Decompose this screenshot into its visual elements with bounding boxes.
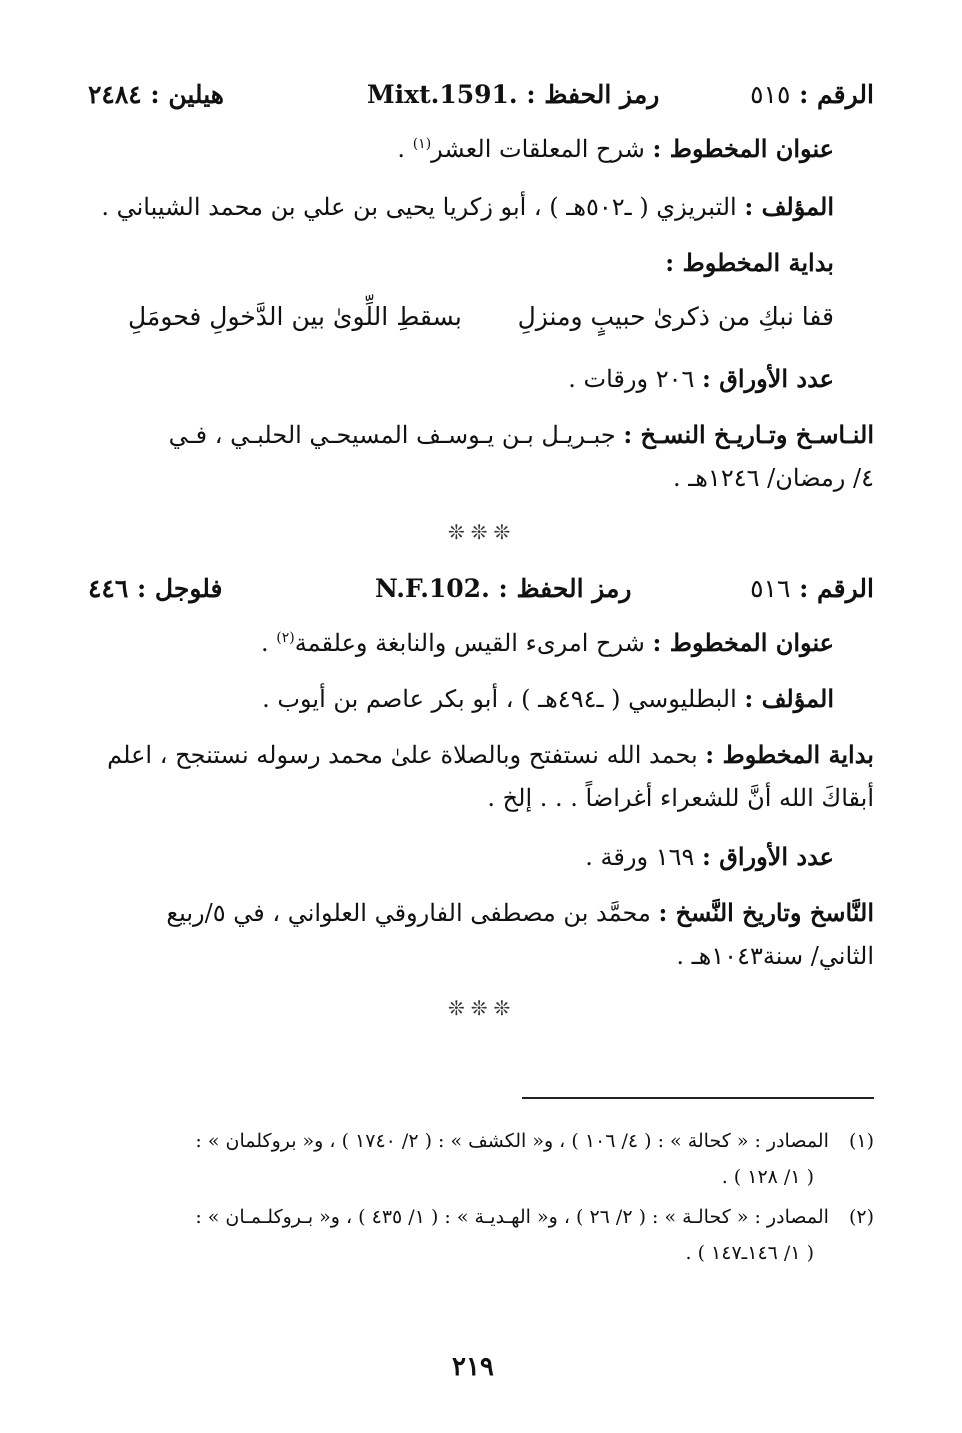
copyist-value: محمَّد بن مصطفى الفاروقي العلواني ، في ٥/ربيع	[166, 899, 651, 927]
incipit-value: بحمد الله نستفتح وبالصلاة علىٰ محمد رسوله نستنجح ، اعلم	[107, 741, 698, 769]
footnote-text: المصادر : « كحالة » : ( ٤/ ١٠٦ ) ، و« الكشف » : ( ٢/ ١٧٤٠ ) ، و« بروكلمان » :	[195, 1130, 829, 1152]
entry1-catalog-ref: هيلين : ٢٤٨٤	[88, 80, 224, 109]
entry2-title-line: عنوان المخطوط : شرح امرىء القيس والنابغة وعلقمة$^{(٢)}$ .	[261, 628, 834, 657]
entry1-title-line: عنوان المخطوط : شرح المعلقات العشر$^{(١)}$ .	[397, 134, 834, 163]
title-value: شرح امرىء القيس والنابغة وعلقمة	[294, 629, 645, 657]
shelfmark-value: Mixt.1591.	[367, 80, 518, 109]
leaves-value: ١٦٩ ورقة .	[585, 843, 695, 871]
footnote-rule	[522, 1097, 874, 1099]
number-value: ٥١٦	[750, 574, 791, 603]
incipit-label: بداية المخطوط :	[705, 740, 874, 769]
entry1-copyist-line2: ٤/ رمضان/ ١٢٤٦هـ .	[672, 464, 874, 492]
leaves-value: ٢٠٦ ورقات .	[568, 365, 695, 393]
entry2-incipit-line1	[107, 740, 874, 769]
shelfmark-label: رمز الحفظ :	[498, 574, 632, 603]
number-label: الرقم :	[799, 80, 874, 109]
entry2-copyist-line1	[166, 898, 874, 927]
leaves-label: عدد الأوراق :	[702, 842, 834, 871]
shelfmark-value: N.F.102.	[375, 574, 490, 603]
entry2-copyist-line2: الثاني/ سنة١٠٤٣هـ .	[676, 942, 874, 970]
verse-second-hemistich: بسقطِ اللِّوىٰ بين الدَّخولِ فحومَلِ	[128, 302, 462, 331]
footnote-marker: (١)	[848, 1130, 874, 1152]
footnote-2-line1	[195, 1206, 874, 1228]
title-label: عنوان المخطوط :	[652, 628, 834, 657]
leaves-label: عدد الأوراق :	[702, 364, 834, 393]
author-label: المؤلف :	[744, 684, 834, 713]
entry2-author-line	[262, 684, 834, 713]
entry1-incipit-label: بداية المخطوط :	[665, 248, 834, 277]
entry1-author-line	[101, 192, 834, 221]
section-separator: ❊❊❊	[448, 520, 517, 544]
number-label: الرقم :	[799, 574, 874, 603]
shelfmark-label: رمز الحفظ :	[526, 80, 660, 109]
entry1-number	[750, 80, 874, 109]
copyist-label: النَّاسخ وتاريخ النَّسخ :	[658, 898, 874, 927]
verse-first-hemistich: قفا نبكِ من ذكرىٰ حبيبٍ ومنزلِ	[517, 302, 834, 331]
footnote-marker: (٢)	[848, 1206, 874, 1228]
footnote-text: المصادر : « كحالـة » : ( ٢/ ٢٦ ) ، و« الهـديـة » : ( ١/ ٤٣٥ ) ، و« بـروكلـمـان » :	[195, 1206, 829, 1228]
entry2-catalog-ref: فلوجل : ٤٤٦	[88, 574, 223, 603]
entry1-leaves-line	[568, 364, 834, 393]
author-value: البطليوسي ( ـ٤٩٤هـ ) ، أبو بكر عاصم بن أيوب .	[262, 685, 737, 713]
entry2-incipit-line2: أبقاكَ الله أنَّ للشعراء أغراضاً . . . إلخ .	[487, 784, 874, 812]
copyist-value: جبـريـل بـن يـوسـف المسيحـي الحلبـي ، فـي	[168, 421, 616, 449]
page-number: ٢١٩	[452, 1352, 494, 1382]
title-label: عنوان المخطوط :	[652, 134, 834, 163]
footnote-ref-2: (٢)	[276, 630, 295, 646]
section-separator: ❊❊❊	[448, 996, 517, 1020]
entry2-number	[750, 574, 874, 603]
entry2-leaves-line	[585, 842, 834, 871]
entry1-copyist-line1	[169, 420, 874, 449]
author-label: المؤلف :	[744, 192, 834, 221]
author-value: التبريزي ( ـ٥٠٢هـ ) ، أبو زكريا يحيى بن علي بن محمد الشيباني .	[101, 193, 737, 221]
footnote-1-line2: ( ١/ ١٢٨ ) .	[721, 1166, 814, 1188]
entry1-shelfmark	[367, 80, 659, 109]
footnote-ref-1: (١)	[412, 136, 432, 152]
number-value: ٥١٥	[750, 80, 791, 109]
title-value: شرح المعلقات العشر	[431, 135, 645, 163]
entry2-shelfmark	[375, 574, 632, 603]
copyist-label: النـاسـخ وتـاريـخ النسـخ :	[623, 420, 874, 449]
footnote-1-line1	[195, 1130, 874, 1152]
footnote-2-line2: ( ١/ ١٤٦ـ١٤٧ ) .	[685, 1242, 814, 1264]
